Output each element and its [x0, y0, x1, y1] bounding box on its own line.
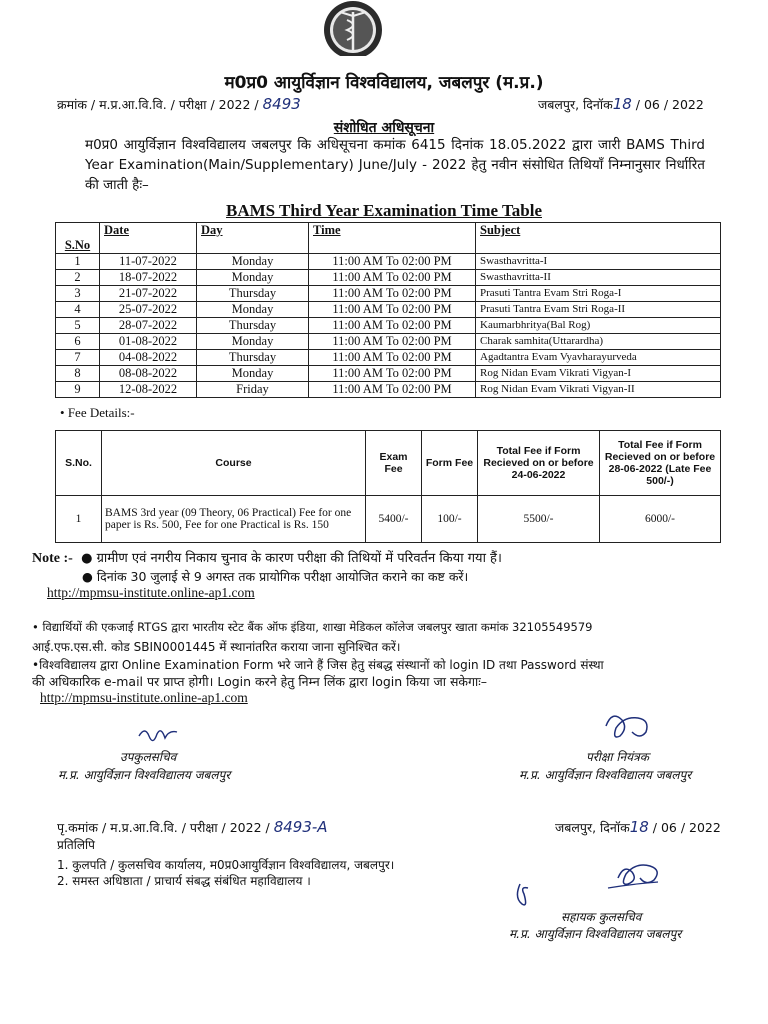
column-header-day: Day	[197, 223, 309, 254]
cell-day: Monday	[197, 270, 309, 286]
exam-controller-signature	[598, 706, 658, 746]
exam-controller-title: परीक्षा नियंत्रक	[586, 750, 649, 764]
table-row	[56, 286, 721, 302]
university-seal-logo	[318, 0, 388, 64]
cell-date: 25-07-2022	[100, 302, 197, 318]
table-row	[56, 318, 721, 334]
fee-details-label	[60, 405, 135, 421]
bullet-icon: •	[32, 620, 43, 634]
cell-subject: Swasthavritta-II	[476, 270, 721, 286]
column-header-time: Time	[309, 223, 476, 254]
online-form-instruction-2: की अधिकारिक e-mail पर प्राप्त होगी। Login करने हेतु निम्न लिंक द्वारा login किया जा सकेगाः–	[32, 674, 488, 689]
cell-subject: Prasuti Tantra Evam Stri Roga-I	[476, 286, 721, 302]
cell-time: 11:00 AM To 02:00 PM	[309, 382, 476, 398]
column-header-date: Date	[100, 223, 197, 254]
cell-subject: Agadtantra Evam Vyavharayurveda	[476, 350, 721, 366]
cell-subject: Kaumarbhritya(Bal Rog)	[476, 318, 721, 334]
table-row	[56, 334, 721, 350]
rtgs-line-1-text: विद्यार्थियों की एकजाई RTGS द्वारा भारतीय स्टेट बैंक ऑफ इंडिया, शाखा मेडिकल कॉलेज जबलपुर खाता कमांक 32105549579	[42, 620, 593, 634]
assistant-registrar-org: म.प्र. आयुर्विज्ञान विश्वविद्यालय जबलपुर	[509, 927, 682, 941]
note-2	[82, 568, 468, 585]
notification-heading: संशोधित अधिसूचना	[333, 120, 435, 136]
rtgs-instruction-2: आई.एफ.एस.सी. कोड SBIN0001445 में स्थानांतरित कराया जाना सुनिश्चित करें।	[32, 640, 401, 654]
cell-day: Monday	[197, 302, 309, 318]
note-label: Note :-	[32, 551, 73, 566]
deputy-registrar-org: म.प्र. आयुर्विज्ञान विश्वविद्यालय जबलपुर	[58, 768, 231, 782]
cell-subject: Prasuti Tantra Evam Stri Roga-II	[476, 302, 721, 318]
bullet-icon: ●	[82, 569, 97, 584]
cell-sno: 4	[56, 302, 100, 318]
cell-time: 11:00 AM To 02:00 PM	[309, 350, 476, 366]
bullet-icon: •	[60, 405, 68, 420]
cell-day: Monday	[197, 254, 309, 270]
column-header-subject: Subject	[476, 223, 721, 254]
cell-date: 11-07-2022	[100, 254, 197, 270]
note-2-text: दिनांक 30 जुलाई से 9 अगस्त तक प्रायोगिक परीक्षा आयोजित कराने का कष्ट करें।	[96, 569, 469, 584]
fee-cell-total-ontime: 5500/-	[478, 496, 600, 543]
cell-day: Monday	[197, 366, 309, 382]
fee-header-exam-fee: Exam Fee	[366, 431, 422, 496]
cell-time: 11:00 AM To 02:00 PM	[309, 366, 476, 382]
issue-date	[538, 95, 704, 113]
fee-table	[55, 430, 721, 543]
copy-label: प्रतिलिपि	[57, 838, 95, 852]
copy-reference-prefix: पृ.कमांक / म.प्र.आ.वि.वि. / परीक्षा / 2022 /	[57, 820, 270, 835]
cell-day: Thursday	[197, 350, 309, 366]
fee-header-row	[56, 431, 721, 496]
bullet-icon: ●	[76, 551, 97, 566]
cell-subject: Charak samhita(Uttarardha)	[476, 334, 721, 350]
cell-sno: 5	[56, 318, 100, 334]
reference-number-handwritten: 8493	[262, 95, 301, 113]
table-row	[56, 382, 721, 398]
fee-label-text: Fee Details:-	[67, 405, 135, 420]
login-portal-link[interactable]: http://mpmsu-institute.online-ap1.com	[40, 690, 248, 705]
fee-header-form-fee: Form Fee	[422, 431, 478, 496]
fee-header-sno: S.No.	[56, 431, 102, 496]
cell-date: 01-08-2022	[100, 334, 197, 350]
table-row	[56, 254, 721, 270]
copy-reference-number	[57, 818, 328, 836]
timetable-header-row	[56, 223, 721, 254]
cell-date: 18-07-2022	[100, 270, 197, 286]
cell-sno: 2	[56, 270, 100, 286]
deputy-registrar-signature	[135, 722, 181, 748]
fee-cell-form-fee: 100/-	[422, 496, 478, 543]
copy-issue-date	[555, 818, 721, 836]
copy-item-2: 2. समस्त अधिष्ठाता / प्राचार्य संबद्ध संबंधित महाविद्यालय ।	[57, 874, 311, 888]
cell-day: Thursday	[197, 286, 309, 302]
cell-subject: Rog Nidan Evam Vikrati Vigyan-II	[476, 382, 721, 398]
bullet-icon: •	[32, 658, 40, 672]
assistant-registrar-title: सहायक कुलसचिव	[561, 910, 642, 924]
table-row	[56, 366, 721, 382]
date-handwritten: 18	[612, 95, 632, 113]
cell-time: 11:00 AM To 02:00 PM	[309, 334, 476, 350]
cell-day: Friday	[197, 382, 309, 398]
institute-portal-link[interactable]: http://mpmsu-institute.online-ap1.com	[47, 585, 255, 600]
cell-sno: 7	[56, 350, 100, 366]
place-date-prefix: जबलपुर, दिनॉक	[538, 97, 613, 112]
copy-place-date-prefix: जबलपुर, दिनॉक	[555, 820, 630, 835]
fee-cell-total-late: 6000/-	[600, 496, 721, 543]
cell-date: 12-08-2022	[100, 382, 197, 398]
copy-date-handwritten: 18	[629, 818, 649, 836]
cell-date: 28-07-2022	[100, 318, 197, 334]
timetable-title: BAMS Third Year Examination Time Table	[226, 201, 542, 220]
cell-sno: 1	[56, 254, 100, 270]
cell-time: 11:00 AM To 02:00 PM	[309, 270, 476, 286]
table-row	[56, 350, 721, 366]
table-row	[56, 270, 721, 286]
cell-day: Thursday	[197, 318, 309, 334]
cell-time: 11:00 AM To 02:00 PM	[309, 302, 476, 318]
cell-time: 11:00 AM To 02:00 PM	[309, 318, 476, 334]
cell-time: 11:00 AM To 02:00 PM	[309, 286, 476, 302]
cell-sno: 6	[56, 334, 100, 350]
fee-header-total-ontime: Total Fee if Form Recieved on or before 24-06-2022	[478, 431, 600, 496]
reference-number	[57, 95, 301, 113]
column-header-sno: S.No	[56, 223, 100, 254]
fee-cell-sno: 1	[56, 496, 102, 543]
university-title: म0प्र0 आयुर्विज्ञान विश्वविद्यालय, जबलपुर (म.प्र.)	[224, 73, 544, 93]
cell-sno: 9	[56, 382, 100, 398]
rtgs-instruction-1	[32, 620, 593, 635]
cell-subject: Rog Nidan Evam Vikrati Vigyan-I	[476, 366, 721, 382]
copy-reference-handwritten: 8493-A	[273, 818, 328, 836]
cell-date: 04-08-2022	[100, 350, 197, 366]
note-1-text: ग्रामीण एवं नगरीय निकाय चुनाव के कारण परीक्षा की तिथियों में परिवर्तन किया गया हैं।	[96, 551, 502, 566]
deputy-registrar-title: उपकुलसचिव	[120, 750, 177, 764]
reference-prefix: क्रमांक / म.प्र.आ.वि.वि. / परीक्षा / 2022 /	[57, 97, 259, 112]
fee-header-total-late: Total Fee if Form Recieved on or before 28-06-2022 (Late Fee 500/-)	[600, 431, 721, 496]
table-row	[56, 302, 721, 318]
cell-sno: 3	[56, 286, 100, 302]
cell-sno: 8	[56, 366, 100, 382]
fee-cell-exam-fee: 5400/-	[366, 496, 422, 543]
note-1	[32, 548, 502, 567]
fee-header-course: Course	[102, 431, 366, 496]
notification-intro: म0प्र0 आयुर्विज्ञान विश्वविद्यालय जबलपुर कि अधिसूचना कमांक 6415 दिनांक 18.05.2022 द्वारा जारी BAMS Third Year Examination(Main/Supplementary) June/July - 2022 हेतु नवीन संसोधित तिथियाँ निम्नानुसार निर्धारित की जाती हैः–	[85, 137, 705, 193]
cell-date: 08-08-2022	[100, 366, 197, 382]
online-form-instruction-1	[32, 656, 604, 673]
online-line-1-text: विश्वविद्यालय द्वारा Online Examination Form भरे जाने हैं जिस हेतु संबद्ध संस्थानों को login ID तथा Password संस्था	[39, 658, 604, 672]
exam-controller-org: म.प्र. आयुर्विज्ञान विश्वविद्यालय जबलपुर	[519, 768, 692, 782]
date-suffix: / 06 / 2022	[635, 97, 704, 112]
copy-date-suffix: / 06 / 2022	[652, 820, 721, 835]
copy-item-1: 1. कुलपति / कुलसचिव कार्यालय, म0प्र0आयुर्विज्ञान विश्वविद्यालय, जबलपुर।	[57, 858, 395, 872]
cell-date: 21-07-2022	[100, 286, 197, 302]
table-row	[56, 496, 721, 543]
timetable-table	[55, 222, 721, 398]
cell-day: Monday	[197, 334, 309, 350]
cell-time: 11:00 AM To 02:00 PM	[309, 254, 476, 270]
fee-cell-course: BAMS 3rd year (09 Theory, 06 Practical) Fee for one paper is Rs. 500, Fee for one Practical is Rs. 150	[102, 496, 366, 543]
cell-subject: Swasthavritta-I	[476, 254, 721, 270]
